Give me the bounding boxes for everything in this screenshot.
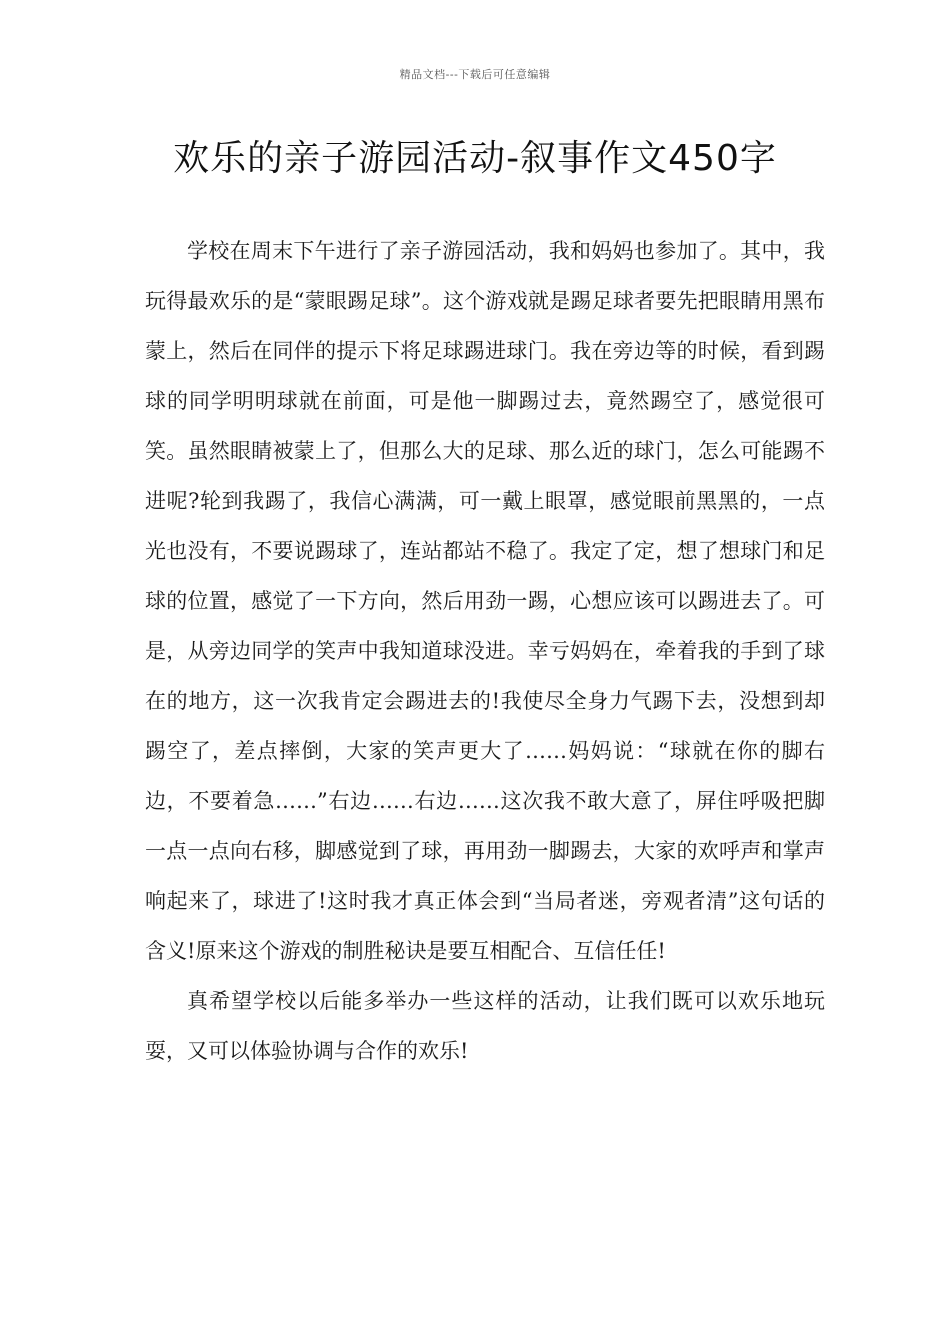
paragraph-2: 真希望学校以后能多举办一些这样的活动，让我们既可以欢乐地玩耍，又可以体验协调与合作的欢乐! xyxy=(145,989,825,1063)
header-note: 精品文档---下载后可任意编辑 xyxy=(399,68,551,81)
paragraph-1: 学校在周末下午进行了亲子游园活动，我和妈妈也参加了。其中，我玩得最欢乐的是“蒙眼踢足球”。这个游戏就是踢足球者要先把眼睛用黑布蒙上，然后在同伴的提示下将足球踢进球门。我在旁边等的时候，看到踢球的同学明明球就在前面，可是他一脚踢过去，竟然踢空了，感觉很可笑。虽然眼睛被蒙上了，但那么大的足球、那么近的球门，怎么可能踢不进呢?轮到我踢了，我信心满满，可一戴上眼罩，感觉眼前黑黑的，一点光也没有，不要说踢球了，连站都站不稳了。我定了定，想了想球门和足球的位置，感觉了一下方向，然后用劲一踢，心想应该可以踢进去了。可是，从旁边同学的笑声中我知道球没进。幸亏妈妈在，牵着我的手到了球在的地方，这一次我肯定会踢进去的!我使尽全身力气踢下去，没想到却踢空了，差点摔倒，大家的笑声更大了……妈妈说：“球就在你的脚右边，不要着急……”右边……右边……这次我不敢大意了，屏住呼吸把脚一点一点向右移，脚感觉到了球，再用劲一脚踢去，大家的欢呼声和掌声响起来了，球进了!这时我才真正体会到“当局者迷，旁观者清”这句话的含义!原来这个游戏的制胜秘诀是要互相配合、互信任任! xyxy=(145,239,825,963)
document-title: 欢乐的亲子游园活动-叙事作文450字 xyxy=(173,138,777,179)
document-body xyxy=(145,226,825,1076)
